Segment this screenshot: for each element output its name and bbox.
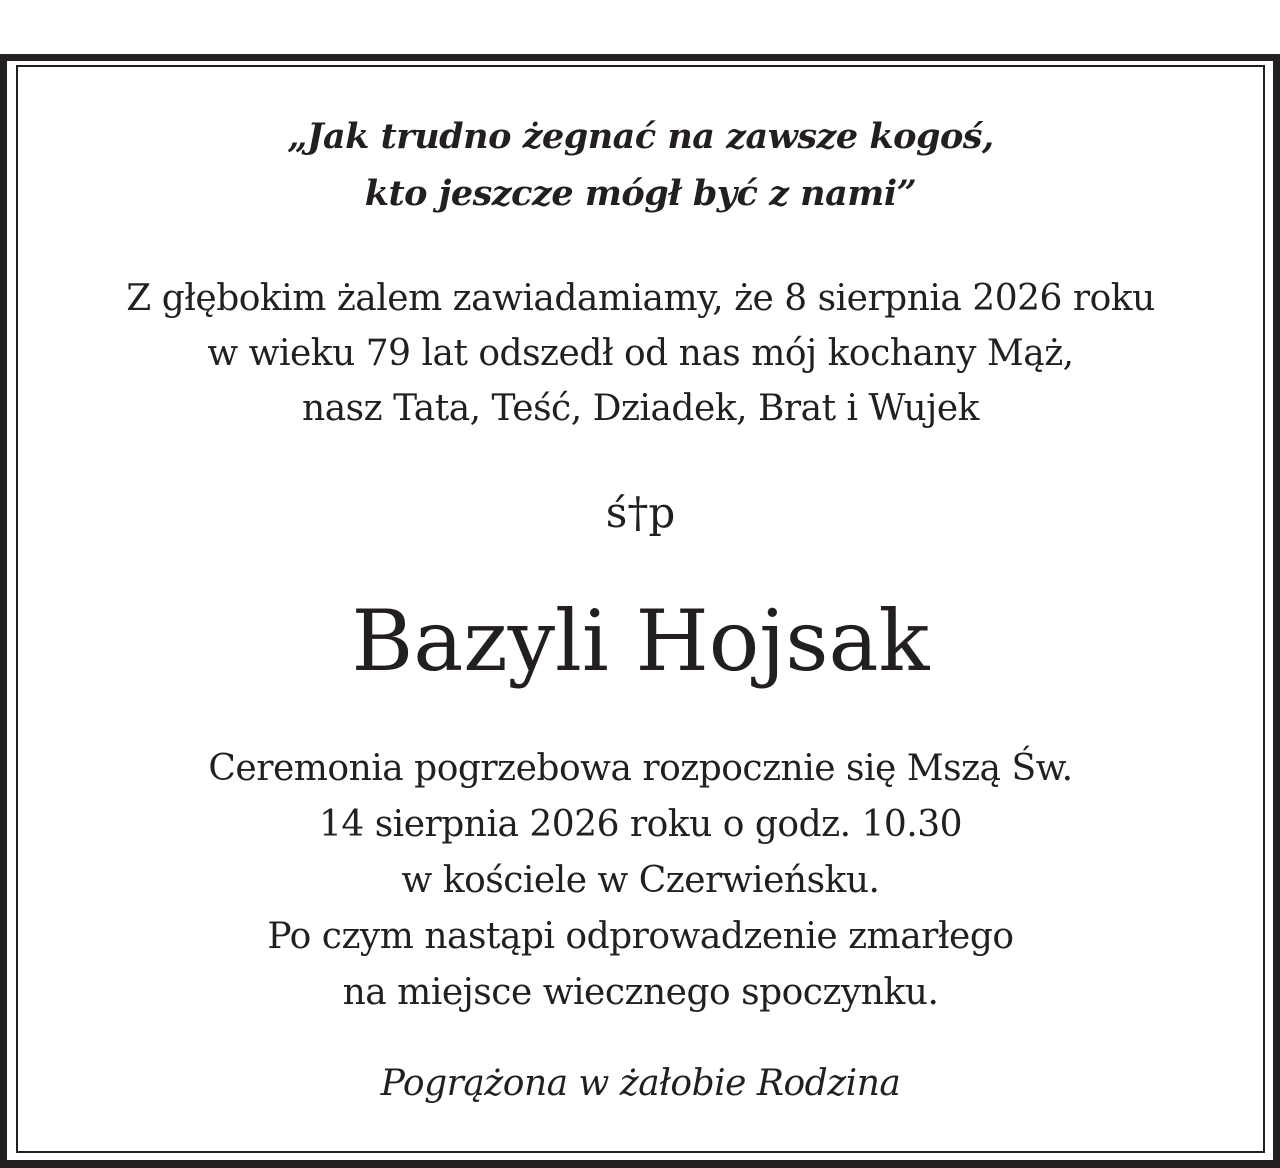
funeral-details [16, 741, 1265, 1021]
announcement-line-2: w wieku 79 lat odszedł od nas mój kochany Mąż, [207, 333, 1074, 374]
ceremony-line-1: Ceremonia pogrzebowa rozpocznie się Mszą Św. [208, 748, 1073, 789]
quote-line-2: kto jeszcze mógł być z nami” [364, 173, 917, 214]
quote-line-1: „Jak trudno żegnać na zawsze kogoś, [287, 116, 994, 157]
ceremony-line-5: na miejsce wiecznego spoczynku. [342, 972, 939, 1013]
epigraph-quote [16, 108, 1265, 222]
death-announcement [16, 271, 1265, 436]
stp-cross-mark: ś†p [605, 488, 676, 537]
announcement-line-3: nasz Tata, Teść, Dziadek, Brat i Wujek [302, 388, 979, 429]
ceremony-line-2: 14 sierpnia 2026 roku o godz. 10.30 [318, 804, 963, 845]
deceased-name: Bazyli Hojsak [351, 592, 930, 690]
announcement-line-1: Z głębokim żalem zawiadamiamy, że 8 sierpnia 2026 roku [126, 278, 1155, 319]
ceremony-line-4: Po czym nastąpi odprowadzenie zmarłego [267, 916, 1014, 957]
ceremony-line-3: w kościele w Czerwieńsku. [401, 860, 880, 901]
obituary-notice [16, 65, 1265, 1109]
family-signature: Pogrążona w żałobie Rodzina [380, 1063, 901, 1104]
